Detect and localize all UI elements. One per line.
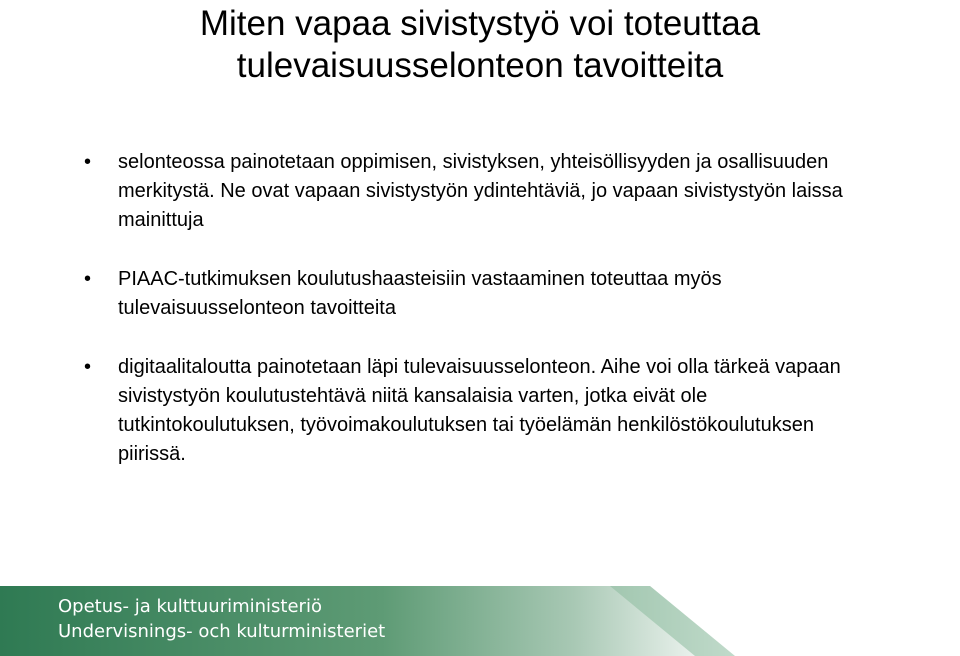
bullet-item [84,148,884,235]
ministry-name [58,594,558,644]
ministry-name-swedish: Undervisnings- och kulturministeriet [58,621,386,642]
bullet-item [84,353,884,469]
ministry-name-finnish: Opetus- ja kulttuuriministeriö [58,596,322,617]
ministry-footer [0,586,960,656]
bullet-item [84,265,884,323]
bullet-text: digitaalitaloutta painotetaan läpi tulevaisuusselonteon. Aihe voi olla tärkeä vapaan sivistystyön koulutustehtävä niitä kansalaisia varten, jotka eivät ole tutkintokoulutuksen, työvoimakoulutuksen tai työelämän henkilöstökoulutuksen piirissä. [118,356,841,465]
bullet-marker: • [84,151,92,173]
bullet-text: selonteossa painotetaan oppimisen, sivistyksen, yhteisöllisyyden ja osallisuuden merkitystä. Ne ovat vapaan sivistystyön ydintehtäviä, jo vapaan sivistystyön laissa mainittuja [118,151,843,231]
slide-title [0,0,960,87]
bullet-marker: • [84,268,92,290]
bullet-marker: • [84,356,92,378]
bullet-list [84,148,884,469]
bullet-text: PIAAC-tutkimuksen koulutushaasteisiin vastaaminen toteuttaa myös tulevaisuusselonteon tavoitteita [118,268,722,319]
slide-title-line: Miten vapaa sivistystyö voi toteuttaa [199,4,761,43]
slide-title-line: tulevaisuusselonteon tavoitteita [236,46,724,85]
